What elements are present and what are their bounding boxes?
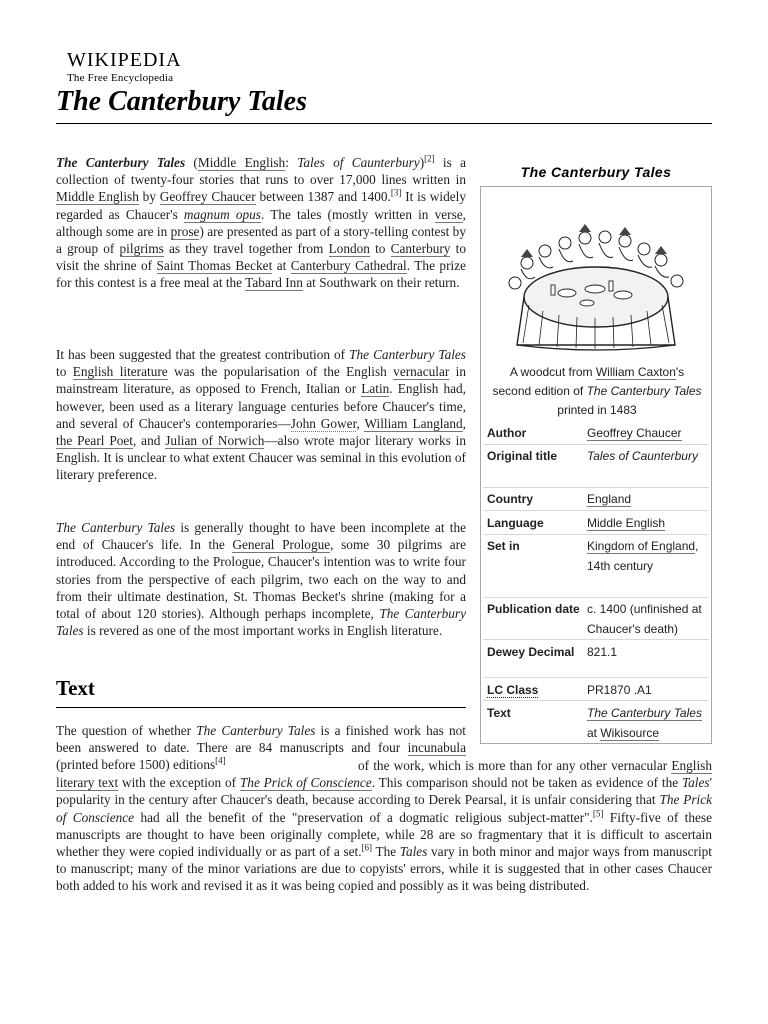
row-value — [587, 536, 711, 576]
text: The Canterbury Tales — [56, 520, 176, 535]
citation-6[interactable]: [6] — [361, 842, 373, 853]
row-label: Dewey Decimal — [487, 645, 575, 659]
link-general-prologue[interactable]: General Prologue — [232, 537, 331, 553]
title-divider — [56, 123, 712, 124]
text: as they travel together from — [163, 241, 329, 257]
row-divider — [483, 487, 709, 488]
row-value: c. 1400 (unfinished at Chaucer's death) — [587, 602, 702, 636]
link-prose[interactable]: prose — [170, 223, 200, 239]
link-incunabula[interactable]: incunabula — [407, 740, 466, 756]
paragraph-incomplete — [56, 519, 466, 639]
link-prick-of-conscience[interactable]: The Prick of Conscience — [239, 775, 372, 791]
row-label: Country — [487, 492, 533, 506]
row-divider — [483, 639, 709, 640]
link-geoffrey-chaucer[interactable]: Geoffrey Chaucer — [159, 189, 256, 205]
link-middle-english-3[interactable]: Middle English — [587, 516, 666, 530]
text: , — [356, 415, 365, 431]
row-value: 821.1 — [587, 645, 618, 659]
text: is a finished work has not been answered to date. There are 84 manuscripts and four — [56, 723, 466, 756]
section-heading-text: Text — [56, 676, 95, 700]
row-divider — [483, 677, 709, 678]
row-value — [587, 513, 711, 533]
row-value — [587, 423, 711, 443]
text: The question of whether — [56, 723, 197, 738]
paragraph-contribution — [56, 346, 466, 484]
link-william-langland[interactable]: William Langland — [364, 415, 463, 431]
text: by — [138, 189, 160, 205]
text: : — [285, 155, 298, 170]
image-caption — [489, 363, 705, 420]
link-thomas-becket[interactable]: Saint Thomas Becket — [156, 258, 273, 274]
link-wikisource[interactable]: Wikisource — [600, 726, 660, 740]
link-english-literary-text[interactable]: English literary text — [56, 758, 712, 791]
page-title: The Canterbury Tales — [56, 86, 307, 117]
citation-4[interactable]: [4] — [215, 755, 226, 766]
link-middle-english-2[interactable]: Middle English — [56, 189, 139, 205]
row-label — [487, 682, 581, 698]
text: printed in 1483 — [557, 403, 637, 417]
row-divider — [483, 534, 709, 535]
text: The Canterbury Tales — [56, 606, 466, 639]
row-value — [587, 703, 711, 743]
text: . The tales (mostly written in — [260, 206, 435, 222]
woodcut-image[interactable] — [487, 205, 705, 359]
text: to visit the shrine of — [56, 241, 466, 274]
text: Fifty-five of these manuscripts are thought to have been originally complete, while 28 are so fragmentary that it is difficult to ascertain whether they were copied individually or as part of a set. — [56, 809, 712, 860]
text: ) are presented as part of a story-telling contest by a group of — [56, 223, 466, 257]
link-pearl-poet[interactable]: the Pearl Poet — [56, 433, 133, 449]
link-tabard-inn[interactable]: Tabard Inn — [245, 275, 303, 291]
text: ) — [419, 155, 425, 170]
text: It is widely regarded as Chaucer's — [56, 189, 466, 222]
row-label: Original title — [487, 449, 558, 463]
text: with the exception of — [118, 775, 240, 791]
text: at — [587, 726, 601, 740]
logo-tagline: The Free Encyclopedia — [67, 72, 174, 84]
row-value: PR1870 .A1 — [587, 683, 652, 697]
text: , 14th century — [587, 539, 699, 573]
text: . English had, however, been used as a literary language centuries before Chaucer's time, and several of Chaucer's contemporaries— — [56, 381, 466, 431]
text: ( — [185, 155, 198, 170]
link-william-caxton[interactable]: William Caxton — [595, 365, 676, 379]
wikipedia-logo[interactable] — [67, 50, 182, 84]
text: had all the benefit of the "preservation of a dogmatic religious subject-matter". — [134, 809, 593, 825]
text: is revered as one of the most important works in English literature. — [83, 623, 443, 639]
text: in mainstream literature, as opposed to French, Italian or — [56, 364, 466, 397]
link-author[interactable]: Geoffrey Chaucer — [587, 426, 682, 440]
text: of the work, which is more than for any other vernacular — [358, 758, 672, 773]
link-text-canterbury-tales[interactable]: The Canterbury Tales — [587, 706, 702, 720]
link-canterbury[interactable]: Canterbury — [390, 241, 451, 257]
lc-class-abbr[interactable]: LC Class — [487, 683, 539, 697]
text: to — [369, 241, 391, 257]
text: A woodcut from — [509, 365, 596, 379]
row-label: Text — [487, 706, 511, 720]
paragraph-intro — [56, 154, 466, 292]
text: Tales — [399, 844, 428, 860]
row-label: Publication date — [487, 602, 580, 616]
text: vary in both minor and major ways from manuscript to manuscript; many of the minor variations are due to copyists' errors, while it is suggested that in other cases Chaucer both added to his work and revised it as it was being copied and possibly as it was being distributed. — [56, 844, 712, 894]
row-value — [587, 489, 711, 509]
infobox — [480, 186, 712, 744]
text: ' popularity in the century after Chaucer's death, because according to Derek Pearsal, it is unfair considering that — [56, 775, 712, 808]
link-verse[interactable]: verse — [434, 206, 463, 222]
infobox-title: The Canterbury Tales — [520, 164, 672, 180]
link-john-gower[interactable]: John Gower — [290, 415, 357, 431]
link-london[interactable]: London — [328, 241, 370, 257]
section-divider — [56, 707, 466, 708]
row-divider — [483, 700, 709, 701]
text: at Southwark on their return. — [302, 275, 460, 291]
row-label: Author — [487, 426, 527, 440]
text: The Canterbury Tales — [349, 347, 466, 362]
text: to — [56, 364, 73, 380]
text: The Canterbury Tales — [586, 384, 702, 398]
link-vernacular[interactable]: vernacular — [393, 364, 450, 380]
text: at — [272, 258, 291, 274]
text: , some 30 pilgrims are introduced. According to the Prologue, Chaucer's intention was to write four stories from the perspective of each pilgrim, two each on the way to and from their ultimate destination, St. Thomas Becket's shrine (making for a total of about 120 stories). Although perhaps incomplete, — [56, 537, 466, 622]
citation-2[interactable]: [2] — [424, 153, 435, 164]
text: Tales — [681, 775, 710, 791]
text: It has been suggested that the greatest contribution of — [56, 347, 350, 362]
text: , — [462, 415, 466, 431]
text: , although some are in — [56, 206, 466, 239]
paragraph-text-continued — [56, 757, 712, 895]
link-england[interactable]: England — [587, 492, 632, 506]
citation-3[interactable]: [3] — [390, 187, 402, 198]
link-julian-of-norwich[interactable]: Julian of Norwich — [165, 433, 265, 449]
text: between 1387 and 1400. — [255, 189, 391, 205]
text: was the popularisation of the English — [167, 364, 394, 380]
text: The Prick of Conscience — [56, 792, 712, 825]
text: The Canterbury Tales — [196, 723, 316, 738]
text: Tales of Caunterbury — [297, 155, 420, 170]
row-label: Set in — [487, 539, 520, 553]
text: is a collection of twenty-four stories that runs to over 17,000 lines written in — [56, 155, 466, 188]
link-english-literature[interactable]: English literature — [72, 364, 168, 380]
row-label: Language — [487, 516, 544, 530]
text: The — [372, 844, 400, 860]
text: , and — [132, 433, 166, 449]
link-latin[interactable]: Latin — [361, 381, 390, 397]
citation-5[interactable]: [5] — [592, 808, 604, 819]
row-value: Tales of Caunterbury — [587, 449, 698, 463]
text: is generally thought to have been incomplete at the end of Chaucer's life. In the — [56, 520, 466, 553]
row-divider — [483, 597, 709, 598]
text: —also wrote major literary works in English. It is unclear to what extent Chaucer was seminal in this evolution of literary preference. — [56, 433, 467, 483]
text: 's second edition of — [492, 365, 685, 398]
bold-title: The Canterbury Tales — [56, 155, 186, 170]
row-divider — [483, 510, 709, 511]
logo-wordmark: WIKIPEDIA — [67, 49, 182, 71]
link-kingdom-of-england[interactable]: Kingdom of England — [587, 539, 696, 553]
text: . The prize for this contest is a free meal at the — [56, 258, 466, 291]
link-pilgrims[interactable]: pilgrims — [119, 241, 164, 257]
link-middle-english[interactable]: Middle English — [197, 155, 286, 170]
link-magnum-opus[interactable]: magnum opus — [183, 206, 261, 222]
text: (printed before 1500) editions — [56, 757, 216, 773]
row-divider — [483, 444, 709, 445]
text: . This comparison should not be taken as evidence of the — [371, 775, 682, 791]
link-canterbury-cathedral[interactable]: Canterbury Cathedral — [290, 258, 407, 274]
